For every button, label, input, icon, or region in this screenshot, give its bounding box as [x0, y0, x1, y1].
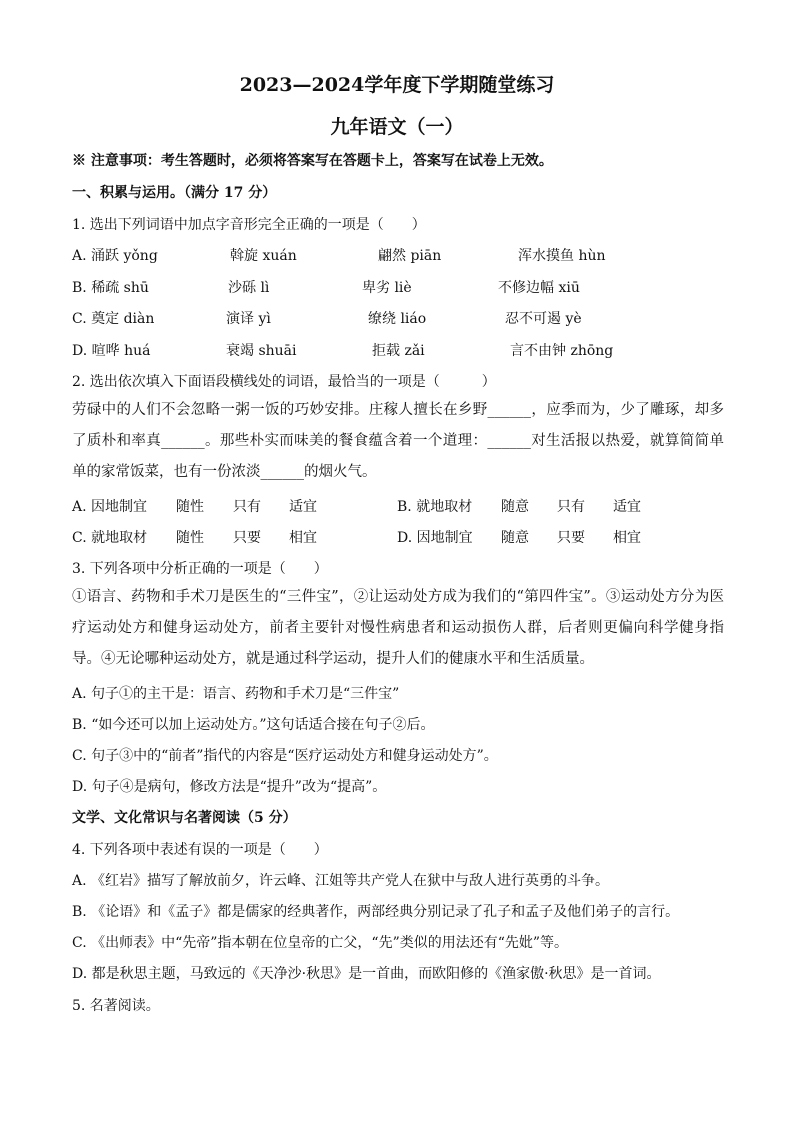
q2-option-d-w2: 随意: [501, 530, 529, 546]
q2-option-b-w4: 适宜: [613, 499, 641, 515]
q1-option-c-word2: 演译 yì: [226, 311, 271, 327]
q1-option-b-word1: B. 稀疏 shū: [72, 280, 149, 296]
q1-option-c-word1: C. 奠定 diàn: [72, 311, 155, 327]
q2-option-c-w2: 随性: [176, 530, 204, 546]
q1-option-c-word4: 忍不可遏 yè: [505, 311, 582, 327]
q2-option-d-w3: 只要: [557, 530, 585, 546]
q1-option-d-word3: 拒载 zǎi: [372, 343, 425, 359]
q2-option-b-w1: B. 就地取材: [397, 499, 473, 515]
q4-option-b: B. 《论语》和《孟子》都是儒家的经典著作，两部经典分别记录了孔子和孟子及他们弟子的言行。: [72, 904, 680, 920]
section-heading-2: 文学、文化常识与名著阅读（5 分）: [72, 810, 297, 826]
q1-option-d-word4: 言不由钟 zhōng: [510, 343, 614, 359]
q1-option-a-word4: 浑水摸鱼 hùn: [518, 248, 606, 264]
q1-option-a-word2: 斡旋 xuán: [230, 248, 297, 264]
q3-option-d: D. 句子④是病句，修改方法是“提升”改为“提高”。: [72, 779, 387, 795]
q1-option-a-word3: 翩然 piān: [378, 248, 442, 264]
q2-option-d-w4: 相宜: [613, 530, 641, 546]
q2-option-c-w4: 相宜: [289, 530, 317, 546]
q3-option-a: A. 句子①的主干是：语言、药物和手术刀是“三件宝”: [72, 686, 400, 702]
q2-option-c-w1: C. 就地取材: [72, 530, 148, 546]
q3-option-b: B. “如今还可以加上运动处方。”这句话适合接在句子②后。: [72, 717, 435, 733]
exam-subtitle: 九年语文（一）: [330, 116, 464, 138]
q1-option-b-word4: 不修边幅 xiū: [498, 280, 580, 296]
exam-title: 2023—2024学年度下学期随堂练习: [239, 74, 555, 96]
q4-option-a: A. 《红岩》描写了解放前夕，许云峰、江姐等共产党人在狱中与敌人进行英勇的斗争。: [72, 873, 610, 889]
q2-option-a-w4: 适宜: [289, 499, 317, 515]
question-1-stem: 1. 选出下列词语中加点字音形完全正确的一项是（ ）: [72, 217, 426, 233]
question-2-stem: 2. 选出依次填入下面语段横线处的词语，最恰当的一项是（ ）: [72, 374, 496, 390]
q2-option-a-w1: A. 因地制宜: [72, 499, 148, 515]
question-3-stem: 3. 下列各项中分析正确的一项是（ ）: [72, 561, 328, 577]
q2-option-c-w3: 只要: [233, 530, 261, 546]
q1-option-c-word3: 缭绕 liáo: [368, 311, 427, 327]
question-4-stem: 4. 下列各项中表述有误的一项是（ ）: [72, 842, 328, 858]
q3-option-c: C. 句子③中的“前者”指代的内容是“医疗运动处方和健身运动处方”。: [72, 748, 498, 764]
question-2-passage: 劳碌中的人们不会忽略一粥一饭的巧妙安排。庄稼人擅长在乡野______，应季而为，少了雕琢，却多了质朴和率真______。那些朴实而味美的餐食蕴含着一个道理：______对生活报以热爱，就算简简单单的家常饭菜，也有一份浓淡______的烟火气。: [72, 402, 724, 480]
q2-option-d-w1: D. 因地制宜: [397, 530, 473, 546]
q1-option-b-word3: 卑劣 liè: [362, 280, 412, 296]
q4-option-c: C. 《出师表》中“先帝”指本朝在位皇帝的亡父，“先”类似的用法还有“先妣”等。: [72, 935, 569, 951]
q2-option-b-w3: 只有: [557, 499, 585, 515]
question-3-passage: ①语言、药物和手术刀是医生的“三件宝”，②让运动处方成为我们的“第四件宝”。③运动处方分为医疗运动处方和健身运动处方，前者主要针对慢性病患者和运动损伤人群，后者则更偏向科学健身指导。④无论哪种运动处方，就是通过科学运动，提升人们的健康水平和生活质量。: [72, 589, 724, 667]
section-heading-1: 一、积累与运用。（满分 17 分）: [72, 185, 277, 201]
q1-option-a-word1: A. 涌跃 yǒng: [72, 248, 158, 264]
q2-option-b-w2: 随意: [501, 499, 529, 515]
q2-option-a-w2: 随性: [176, 499, 204, 515]
q1-option-d-word1: D. 喧哗 huá: [72, 343, 151, 359]
q1-option-d-word2: 衰竭 shuāi: [226, 343, 297, 359]
q4-option-d: D. 都是秋思主题，马致远的《天净沙·秋思》是一首曲，而欧阳修的《渔家傲·秋思》是一首词。: [72, 966, 661, 982]
question-5-stem: 5. 名著阅读。: [72, 998, 160, 1014]
q2-option-a-w3: 只有: [233, 499, 261, 515]
notice-text: ※ 注意事项：考生答题时，必须将答案写在答题卡上，答案写在试卷上无效。: [72, 153, 553, 169]
q1-option-b-word2: 沙砾 lì: [228, 280, 270, 296]
